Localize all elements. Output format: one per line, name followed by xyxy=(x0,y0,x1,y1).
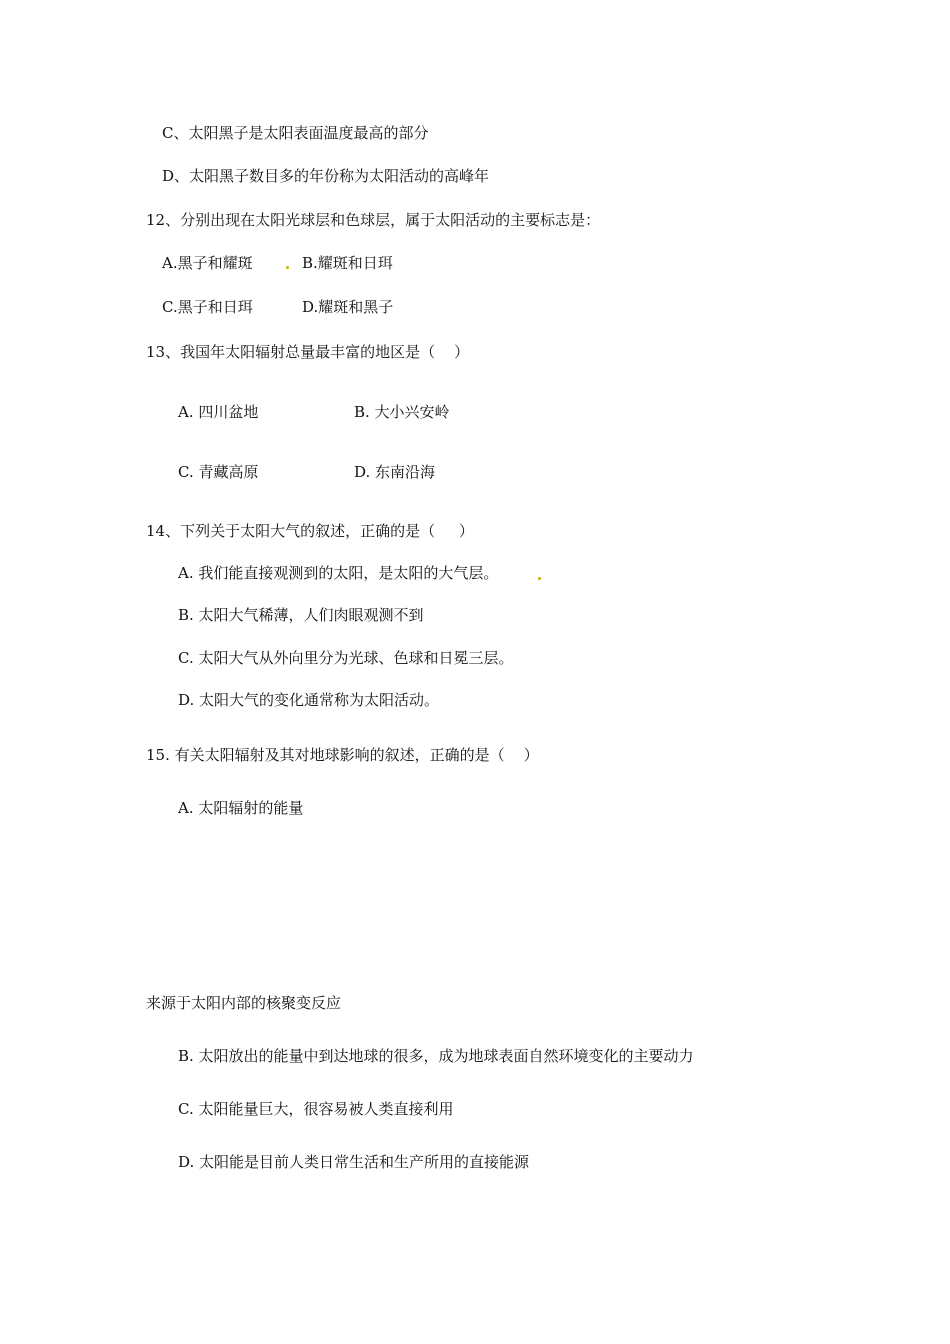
q15-option-d: D. 太阳能是目前人类日常生活和生产所用的直接能源 xyxy=(178,1153,530,1171)
q14-option-b: B. 太阳大气稀薄，人们肉眼观测不到 xyxy=(178,606,424,624)
q12-option-a: A.黑子和耀斑 xyxy=(162,254,253,272)
q14-option-d: D. 太阳大气的变化通常称为太阳活动。 xyxy=(178,691,440,709)
q12-option-d: D.耀斑和黑子 xyxy=(302,298,394,316)
q15-option-c: C. 太阳能量巨大，很容易被人类直接利用 xyxy=(178,1100,454,1118)
q12-option-c: C.黑子和日珥 xyxy=(162,298,253,316)
q12-option-b: B.耀斑和日珥 xyxy=(302,254,393,272)
q13-stem: 13、我国年太阳辐射总量最丰富的地区是（ ） xyxy=(146,343,470,361)
q13-option-d: D. 东南沿海 xyxy=(354,463,436,481)
speck-mark xyxy=(286,266,289,269)
q14-stem: 14、下列关于太阳大气的叙述，正确的是（ ） xyxy=(146,522,474,540)
q14-option-c: C. 太阳大气从外向里分为光球、色球和日冕三层。 xyxy=(178,649,514,667)
q11-option-c: C、太阳黑子是太阳表面温度最高的部分 xyxy=(162,124,429,142)
q15-option-b: B. 太阳放出的能量中到达地球的很多，成为地球表面自然环境变化的主要动力 xyxy=(178,1047,694,1065)
q13-option-c: C. 青藏高原 xyxy=(178,463,259,481)
q13-option-b: B. 大小兴安岭 xyxy=(354,403,450,421)
q15-option-a-continued: 来源于太阳内部的核聚变反应 xyxy=(146,994,342,1012)
speck-mark xyxy=(538,577,541,580)
q13-option-a: A. 四川盆地 xyxy=(178,403,259,421)
q11-option-d: D、太阳黑子数目多的年份称为太阳活动的高峰年 xyxy=(162,167,490,185)
q15-stem: 15. 有关太阳辐射及其对地球影响的叙述，正确的是（ ） xyxy=(146,746,539,764)
q12-stem: 12、分别出现在太阳光球层和色球层，属于太阳活动的主要标志是： xyxy=(146,211,601,229)
q15-option-a: A. 太阳辐射的能量 xyxy=(178,799,304,817)
q14-option-a: A. 我们能直接观测到的太阳，是太阳的大气层。 xyxy=(178,564,499,582)
